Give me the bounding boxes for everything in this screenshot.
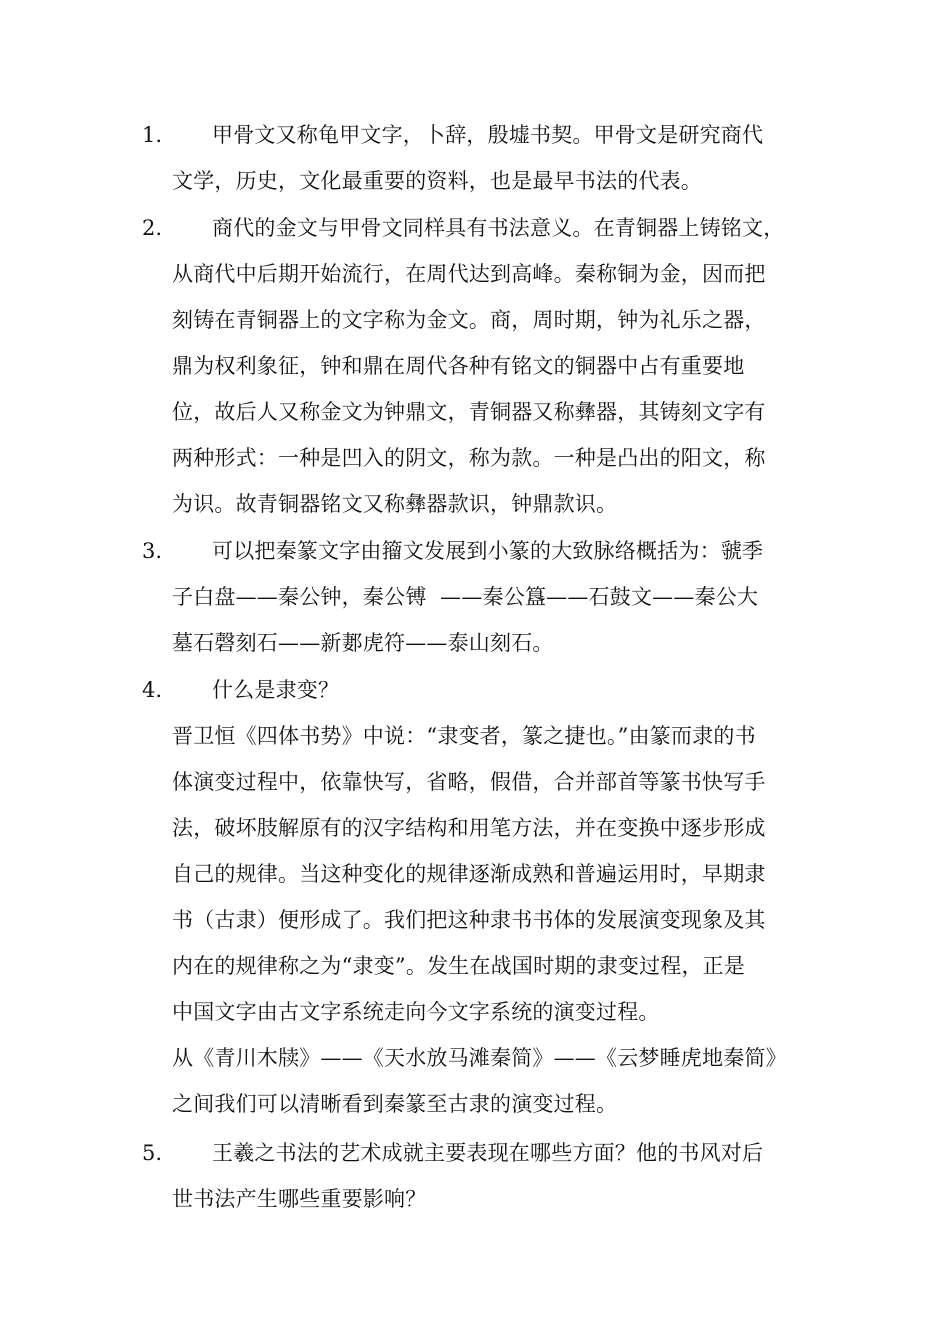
item-line: 子白盘——秦公钟，秦公镈 ——秦公簋——石鼓文——秦公大	[172, 585, 759, 609]
item-line: 之间我们可以清晰看到秦篆至古隶的演变过程。	[172, 1092, 618, 1116]
item-line: 晋卫恒《四体书势》中说：“隶变者，篆之捷也。”由篆而隶的书	[172, 724, 756, 748]
item-line: 王羲之书法的艺术成就主要表现在哪些方面？他的书风对后	[212, 1141, 764, 1165]
item-line: 墓石磬刻石——新郪虎符——泰山刻石。	[172, 631, 554, 655]
item-number: 5.	[142, 1141, 163, 1165]
item-line: 从商代中后期开始流行，在周代达到高峰。秦称铜为金，因而把	[172, 262, 766, 286]
item-line: 法，破坏肢解原有的汉字结构和用笔方法，并在变换中逐步形成	[172, 816, 766, 840]
item-line: 世书法产生哪些重要影响？	[172, 1187, 427, 1211]
item-line: 商代的金文与甲骨文同样具有书法意义。在青铜器上铸铭文，	[212, 216, 785, 240]
item-line: 鼎为权利象征，钟和鼎在周代各种有铭文的铜器中占有重要地	[172, 354, 745, 378]
item-line: 位，故后人又称金文为钟鼎文，青铜器又称彝器，其铸刻文字有	[172, 400, 766, 424]
item-line: 体演变过程中，依靠快写，省略，假借，合并部首等篆书快写手	[172, 770, 766, 794]
item-line: 可以把秦篆文字由籀文发展到小篆的大致脉络概括为：虢季	[212, 539, 764, 563]
item-line: 中国文字由古文字系统走向今文字系统的演变过程。	[172, 1000, 660, 1024]
item-line: 什么是隶变？	[212, 678, 340, 702]
item-line: 内在的规律称之为“隶变”。发生在战国时期的隶变过程，正是	[172, 954, 746, 978]
item-line: 自己的规律。当这种变化的规律逐渐成熟和普遍运用时，早期隶	[172, 862, 766, 886]
item-line: 刻铸在青铜器上的文字称为金文。商，周时期，钟为礼乐之器，	[172, 308, 766, 332]
item-line: 为识。故青铜器铭文又称彝器款识，钟鼎款识。	[172, 492, 618, 516]
item-number: 1.	[142, 123, 163, 147]
item-number: 2.	[142, 216, 163, 240]
item-line: 两种形式：一种是凹入的阴文，称为款。一种是凸出的阳文，称	[172, 446, 766, 470]
item-line: 甲骨文又称龟甲文字，卜辞，殷墟书契。甲骨文是研究商代	[212, 123, 764, 147]
item-number: 3.	[142, 539, 163, 563]
item-line: 书（古隶）便形成了。我们把这种隶书书体的发展演变现象及其	[172, 908, 766, 932]
item-number: 4.	[142, 678, 163, 702]
item-line: 从《青川木牍》——《天水放马滩秦简》——《云梦睡虎地秦简》	[172, 1046, 787, 1070]
item-line: 文学，历史，文化最重要的资料，也是最早书法的代表。	[172, 169, 702, 193]
